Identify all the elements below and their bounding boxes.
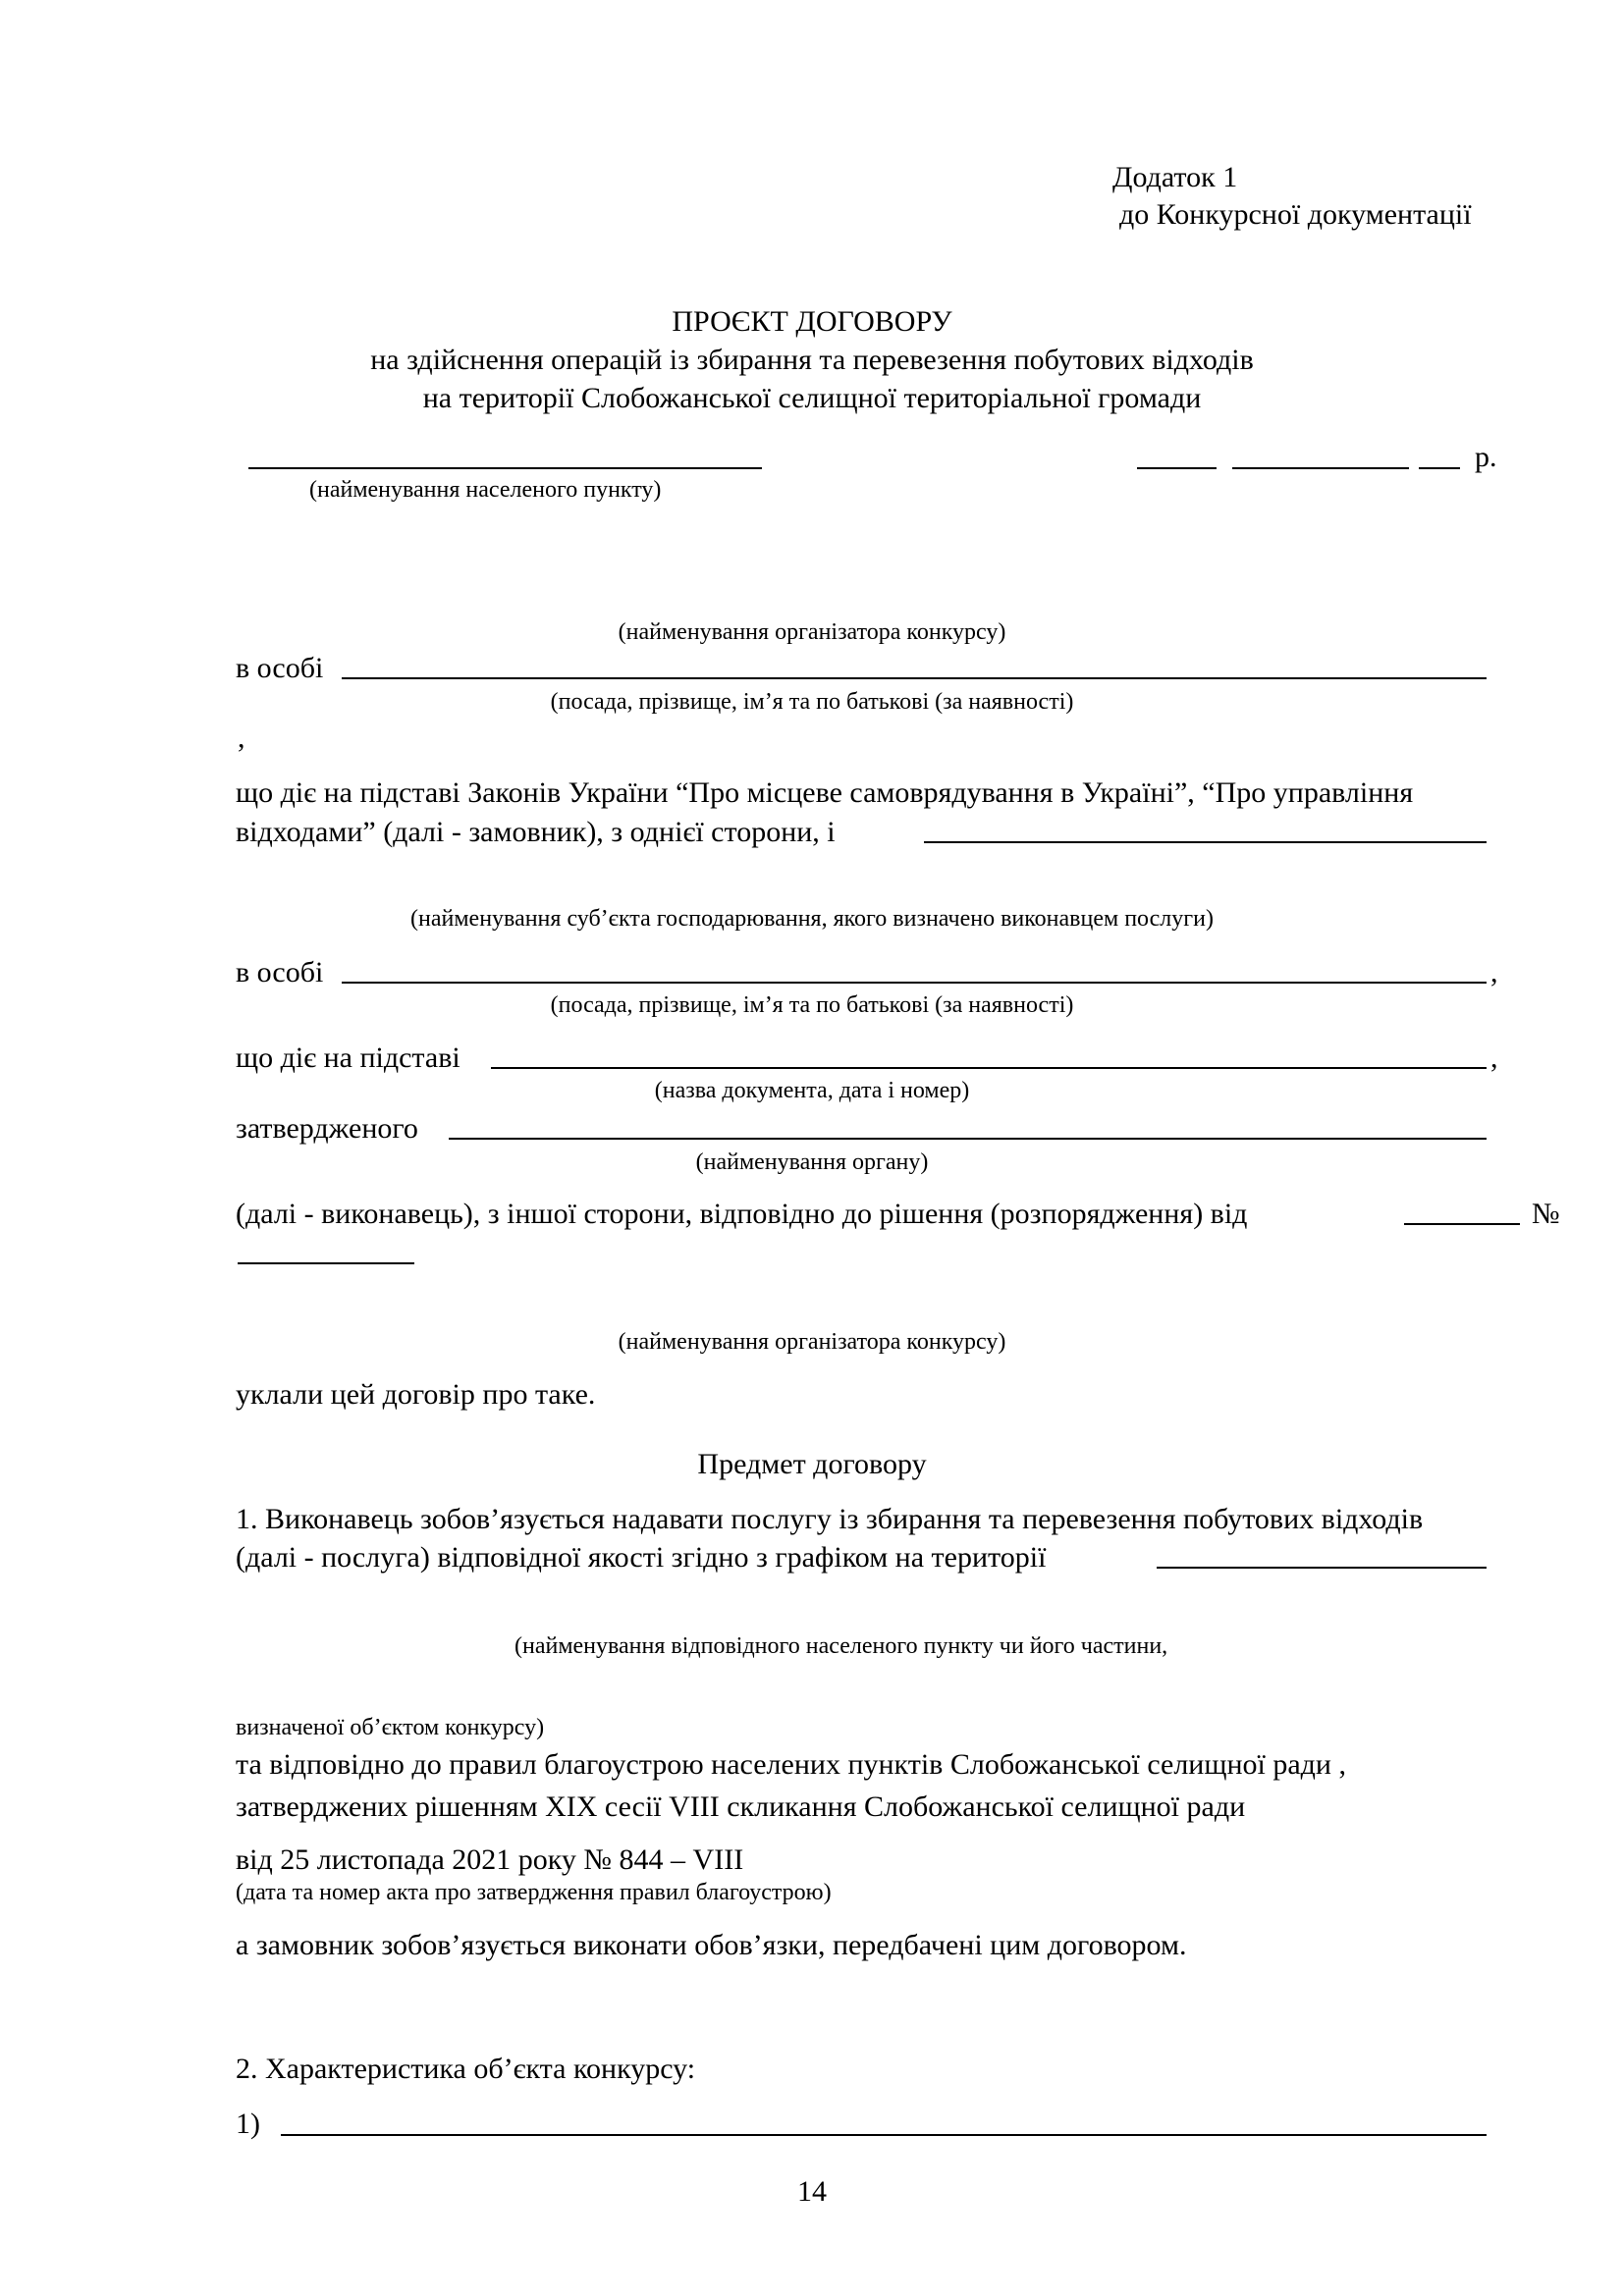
document-subtitle-line2: на території Слобожанської селищної територіальної громади (422, 382, 1202, 414)
decision-number-blank (238, 1262, 414, 1264)
rules-line-2: затверджених рішенням XIX сесії VIII скликання Слобожанської селищної ради (236, 1790, 1246, 1823)
customer-obligation: а замовник зобов’язується виконати обов’язки, передбачені цим договором. (236, 1929, 1187, 1961)
stray-comma: , (238, 721, 245, 754)
document-blank (491, 1067, 1487, 1069)
organizer-caption: (найменування організатора конкурсу) (618, 619, 1006, 645)
territory-blank (1157, 1567, 1487, 1569)
characteristics-item-1: 1) (236, 2108, 260, 2140)
contractor-representative-blank (342, 982, 1487, 984)
in-person-label: в особі (236, 652, 324, 684)
rules-line-1: та відповідно до правил благоустрою населених пунктів Слобожанської селищної ради , (236, 1748, 1346, 1781)
concluded-text: уклали цей договір про таке. (236, 1378, 596, 1411)
organizer-caption-2: (найменування організатора конкурсу) (618, 1329, 1006, 1355)
approving-body-blank (449, 1138, 1487, 1140)
contractor-representative-caption: (посада, прізвище, ім’я та по батькові (за наявності) (550, 992, 1074, 1018)
document-title: ПРОЄКТ ДОГОВОРУ (672, 305, 952, 338)
trailing-comma-1: , (1490, 956, 1498, 988)
territory-caption-2: визначеної об’єктом конкурсу) (236, 1715, 545, 1740)
place-caption: (найменування населеного пункту) (309, 477, 662, 503)
characteristics-item-1-blank (281, 2134, 1487, 2136)
annex-label: Додаток 1 (1112, 161, 1238, 193)
clause-1-line-1: 1. Виконавець зобов’язується надавати послугу із збирання та перевезення побутових відходів (236, 1503, 1424, 1535)
approved-label: затвердженого (236, 1112, 418, 1145)
in-person-label-2: в особі (236, 956, 324, 988)
basis-line-1: що діє на підставі Законів України “Про місцеве самоврядування в Україні”, “Про управління (236, 776, 1414, 809)
annex-to-label: до Конкурсної документації (1119, 198, 1472, 231)
date-day-blank (1137, 467, 1217, 469)
date-year-blank (1419, 467, 1460, 469)
clause-1-line-2: (далі - послуга) відповідної якості згідно з графіком на території (236, 1541, 1047, 1574)
territory-caption: (найменування відповідного населеного пункту чи його частини, (514, 1633, 1168, 1659)
date-month-blank (1232, 467, 1409, 469)
document-caption: (назва документа, дата і номер) (654, 1078, 970, 1103)
page-number: 14 (797, 2175, 827, 2208)
approving-body-caption: (найменування органу) (695, 1149, 929, 1175)
document-subtitle-line1: на здійснення операцій із збирання та перевезення побутових відходів (370, 344, 1254, 376)
entity-caption: (найменування суб’єкта господарювання, якого визначено виконавцем послуги) (410, 906, 1214, 932)
representative-caption: (посада, прізвище, ім’я та по батькові (за наявності) (550, 689, 1074, 715)
contractor-name-blank (924, 841, 1487, 843)
place-blank (248, 467, 762, 469)
decision-date-blank (1404, 1223, 1520, 1225)
acting-on-label: що діє на підставі (236, 1041, 460, 1074)
characteristics-heading: 2. Характеристика об’єкта конкурсу: (236, 2053, 696, 2085)
number-sign: № (1532, 1198, 1560, 1230)
decision-line: (далі - виконавець), з іншої сторони, відповідно до рішення (розпорядження) від (236, 1198, 1248, 1230)
representative-blank (342, 677, 1487, 679)
subject-heading: Предмет договору (697, 1448, 927, 1480)
basis-line-2: відходами” (далі - замовник), з однієї сторони, і (236, 816, 836, 848)
trailing-comma-2: , (1490, 1041, 1498, 1074)
rules-date: від 25 листопада 2021 року № 844 – VIII (236, 1843, 744, 1876)
rules-caption: (дата та номер акта про затвердження правил благоустрою) (236, 1880, 832, 1905)
year-suffix: р. (1475, 441, 1497, 473)
